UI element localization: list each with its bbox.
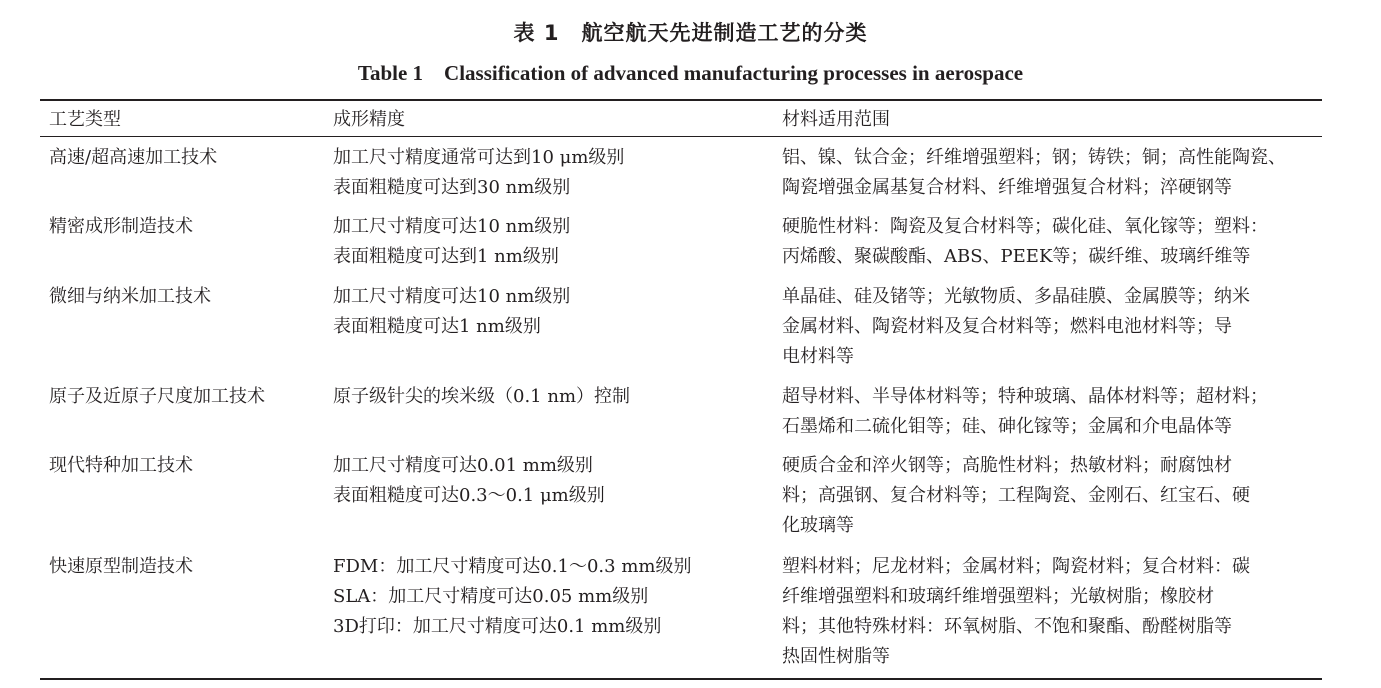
materials-line: 热固性树脂等	[782, 646, 890, 667]
process-type-cell: 现代特种加工技术	[49, 455, 193, 476]
materials-line: 金属材料、陶瓷材料及复合材料等；燃料电池材料等；导	[782, 316, 1232, 337]
materials-cell	[782, 451, 1317, 541]
precision-cell	[333, 282, 773, 342]
precision-line: 加工尺寸精度可达10 nm级别	[333, 286, 571, 307]
precision-line: 表面粗糙度可达1 nm级别	[333, 316, 541, 337]
process-type-cell: 快速原型制造技术	[49, 556, 193, 577]
materials-line: 石墨烯和二硫化钼等；硅、砷化镓等；金属和介电晶体等	[782, 416, 1232, 437]
table-caption-english: Table 1 Classification of advanced manufacturing processes in aerospace	[357, 61, 1024, 85]
precision-line: 原子级针尖的埃米级（0.1 nm）控制	[333, 386, 631, 407]
materials-line: 铝、镍、钛合金；纤维增强塑料；钢；铸铁；铜；高性能陶瓷、	[782, 147, 1286, 168]
precision-cell	[333, 382, 773, 412]
precision-line: SLA：加工尺寸精度可达0.05 mm级别	[333, 586, 649, 607]
precision-line: 加工尺寸精度可达10 nm级别	[333, 216, 571, 237]
precision-line: 加工尺寸精度可达0.01 mm级别	[333, 455, 593, 476]
materials-cell	[782, 282, 1317, 372]
precision-cell	[333, 451, 773, 511]
materials-line: 料；其他特殊材料：环氧树脂、不饱和聚酯、酚醛树脂等	[782, 616, 1232, 637]
materials-line: 陶瓷增强金属基复合材料、纤维增强复合材料；淬硬钢等	[782, 177, 1232, 198]
materials-line: 超导材料、半导体材料等；特种玻璃、晶体材料等；超材料；	[782, 386, 1268, 407]
precision-line: 表面粗糙度可达到30 nm级别	[333, 177, 571, 198]
materials-cell	[782, 382, 1317, 442]
materials-line: 化玻璃等	[782, 515, 854, 536]
process-type-cell: 原子及近原子尺度加工技术	[49, 386, 265, 407]
precision-line: 加工尺寸精度通常可达到10 μm级别	[333, 147, 625, 168]
table-bottom-rule	[40, 678, 1322, 680]
process-type-cell: 微细与纳米加工技术	[49, 286, 211, 307]
materials-line: 纤维增强塑料和玻璃纤维增强塑料；光敏树脂；橡胶材	[782, 586, 1214, 607]
materials-line: 料；高强钢、复合材料等；工程陶瓷、金刚石、红宝石、硬	[782, 485, 1250, 506]
table-header-rule	[40, 136, 1322, 137]
materials-cell	[782, 143, 1317, 203]
column-header-process-type: 工艺类型	[49, 109, 121, 130]
table-caption-chinese: 表 1 航空航天先进制造工艺的分类	[513, 21, 868, 45]
materials-line: 硬质合金和淬火钢等；高脆性材料；热敏材料；耐腐蚀材	[782, 455, 1232, 476]
precision-line: 3D打印：加工尺寸精度可达0.1 mm级别	[333, 616, 662, 637]
materials-line: 单晶硅、硅及锗等；光敏物质、多晶硅膜、金属膜等；纳米	[782, 286, 1250, 307]
table-top-rule	[40, 99, 1322, 101]
precision-line: 表面粗糙度可达0.3～0.1 μm级别	[333, 485, 605, 506]
precision-cell	[333, 552, 773, 642]
materials-cell	[782, 212, 1317, 272]
materials-line: 塑料材料；尼龙材料；金属材料；陶瓷材料；复合材料：碳	[782, 556, 1250, 577]
materials-line: 硬脆性材料：陶瓷及复合材料等；碳化硅、氧化镓等；塑料：	[782, 216, 1268, 237]
process-type-cell: 高速/超高速加工技术	[49, 147, 218, 168]
materials-line: 电材料等	[782, 346, 854, 367]
precision-cell	[333, 212, 773, 272]
materials-line: 丙烯酸、聚碳酸酯、ABS、PEEK等；碳纤维、玻璃纤维等	[782, 246, 1251, 267]
column-header-material-scope: 材料适用范围	[782, 109, 890, 130]
materials-cell	[782, 552, 1317, 672]
precision-line: FDM：加工尺寸精度可达0.1～0.3 mm级别	[333, 556, 692, 577]
process-type-cell: 精密成形制造技术	[49, 216, 193, 237]
precision-line: 表面粗糙度可达到1 nm级别	[333, 246, 559, 267]
precision-cell	[333, 143, 773, 203]
column-header-forming-precision: 成形精度	[333, 109, 405, 130]
